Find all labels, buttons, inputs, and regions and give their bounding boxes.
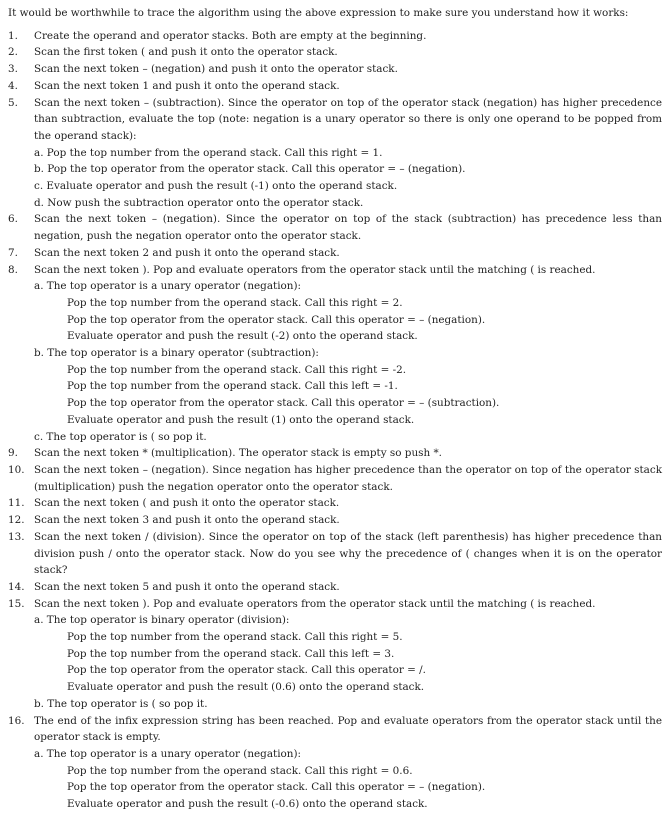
- step-number: 10.: [8, 463, 25, 476]
- step-text: Scan the next token – (negation). Since the operator on top of the stack (subtraction) has precedence less than negation, push the negation operator onto the operator stack.: [34, 213, 662, 243]
- substep-line: Pop the top number from the operand stack. Call this right = -2.: [67, 363, 407, 376]
- substep-line: Pop the top operator from the operator stack. Call this operator = – (subtraction).: [67, 397, 500, 410]
- step-text: Scan the next token ). Pop and evaluate operators from the operator stack until the matching ( is reached.: [34, 597, 596, 610]
- algorithm-steps-list: [8, 28, 662, 813]
- substep-line: Pop the top number from the operand stack. Call this right = 2.: [67, 296, 403, 309]
- step-text: Scan the next token 2 and push it onto the operand stack.: [34, 246, 340, 259]
- step-number: 16.: [8, 714, 25, 727]
- step-number: 7.: [8, 246, 18, 259]
- step-2: [8, 44, 662, 61]
- step-number: 5.: [8, 96, 18, 109]
- substep-body: [34, 629, 662, 696]
- step-text: Scan the next token ). Pop and evaluate operators from the operator stack until the matching ( is reached.: [34, 263, 596, 276]
- step-number: 13.: [8, 530, 25, 543]
- substep-line: Pop the top number from the operand stack. Call this left = -1.: [67, 380, 398, 393]
- substep-heading: a. The top operator is a unary operator (negation):: [34, 747, 302, 760]
- substep-heading: c. The top operator is ( so pop it.: [34, 430, 207, 443]
- substep-heading: b. The top operator is ( so pop it.: [34, 697, 208, 710]
- step-text: The end of the infix expression string has been reached. Pop and evaluate operators from the operator stack until the operator stack is empty.: [34, 714, 662, 744]
- step-text: Create the operand and operator stacks. Both are empty at the beginning.: [34, 29, 427, 42]
- step-text: Scan the next token – (negation) and push it onto the operator stack.: [34, 63, 398, 76]
- step-1: [8, 28, 662, 45]
- substep-line: Evaluate operator and push the result (-2) onto the operand stack.: [67, 330, 418, 343]
- step-text: Scan the next token – (negation). Since negation has higher precedence than the operator on top of the operator stack (multiplication) push the negation operator onto the operator stack.: [34, 463, 662, 493]
- substep: d. Now push the subtraction operator onto the operator stack.: [34, 196, 364, 209]
- step-text: Scan the next token 5 and push it onto the operand stack.: [34, 580, 340, 593]
- step-11: [8, 495, 662, 512]
- step-7: [8, 245, 662, 262]
- step-10: [8, 462, 662, 495]
- substep-heading: a. The top operator is a unary operator (negation):: [34, 280, 302, 293]
- step-number: 11.: [8, 497, 25, 510]
- substep-body: [34, 362, 662, 429]
- step-text: Scan the next token * (multiplication). The operator stack is empty so push *.: [34, 447, 442, 460]
- step-16-substeps: [34, 746, 662, 813]
- substep-line: Pop the top number from the operand stack. Call this right = 0.6.: [67, 764, 413, 777]
- substep-line: Evaluate operator and push the result (1) onto the operand stack.: [67, 413, 415, 426]
- step-3: [8, 61, 662, 78]
- step-5: [8, 95, 662, 212]
- step-number: 9.: [8, 447, 18, 460]
- step-text: Scan the next token / (division). Since the operator on top of the stack (left parenthesis) has higher precedence than division push / onto the operator stack. Now do you see why the precedence of ( changes when it is on the operator stack?: [34, 530, 662, 577]
- step-14: [8, 579, 662, 596]
- step-text: Scan the next token ( and push it onto the operator stack.: [34, 497, 340, 510]
- step-4: [8, 78, 662, 95]
- substep-body: [34, 763, 662, 813]
- step-number: 2.: [8, 46, 18, 59]
- step-text: Scan the next token 1 and push it onto the operand stack.: [34, 79, 340, 92]
- step-number: 15.: [8, 597, 25, 610]
- substep-heading: b. The top operator is a binary operator (subtraction):: [34, 347, 319, 360]
- step-number: 1.: [8, 29, 18, 42]
- step-8: [8, 262, 662, 446]
- substep-heading: a. The top operator is binary operator (division):: [34, 614, 290, 627]
- step-15: [8, 596, 662, 713]
- step-text: Scan the first token ( and push it onto the operator stack.: [34, 46, 338, 59]
- step-number: 8.: [8, 263, 18, 276]
- step-number: 3.: [8, 63, 18, 76]
- step-number: 6.: [8, 213, 18, 226]
- step-number: 4.: [8, 79, 18, 92]
- step-6: [8, 211, 662, 244]
- substep-line: Pop the top number from the operand stack. Call this left = 3.: [67, 647, 395, 660]
- substep-line: Pop the top number from the operand stack. Call this right = 5.: [67, 631, 403, 644]
- step-number: 12.: [8, 514, 25, 527]
- step-12: [8, 512, 662, 529]
- step-16: [8, 713, 662, 813]
- substep-line: Pop the top operator from the operator stack. Call this operator = /.: [67, 664, 426, 677]
- step-text: Scan the next token – (subtraction). Since the operator on top of the operator stack (negation) has higher precedence than subtraction, evaluate the top (note: negation is a unary operator so there is only one operand to be popped from the operand stack):: [34, 96, 662, 142]
- step-15-substeps: [34, 612, 662, 712]
- step-text: Scan the next token 3 and push it onto the operand stack.: [34, 514, 340, 527]
- substep: b. Pop the top operator from the operator stack. Call this operator = – (negation).: [34, 163, 466, 176]
- substep-line: Evaluate operator and push the result (0.6) onto the operand stack.: [67, 681, 425, 694]
- step-8-substeps: [34, 278, 662, 445]
- substep-line: Pop the top operator from the operator stack. Call this operator = – (negation).: [67, 781, 486, 794]
- step-5-substeps: [34, 145, 662, 212]
- substep-line: Evaluate operator and push the result (-0.6) onto the operand stack.: [67, 798, 428, 811]
- step-number: 14.: [8, 580, 25, 593]
- intro-paragraph: It would be worthwhile to trace the algorithm using the above expression to make sure you understand how it works:: [8, 7, 629, 19]
- substep: a. Pop the top number from the operand stack. Call this right = 1.: [34, 146, 383, 159]
- substep-line: Pop the top operator from the operator stack. Call this operator = – (negation).: [67, 313, 486, 326]
- step-13: [8, 529, 662, 579]
- substep-body: [34, 295, 662, 345]
- step-9: [8, 445, 662, 462]
- substep: c. Evaluate operator and push the result (-1) onto the operand stack.: [34, 180, 398, 193]
